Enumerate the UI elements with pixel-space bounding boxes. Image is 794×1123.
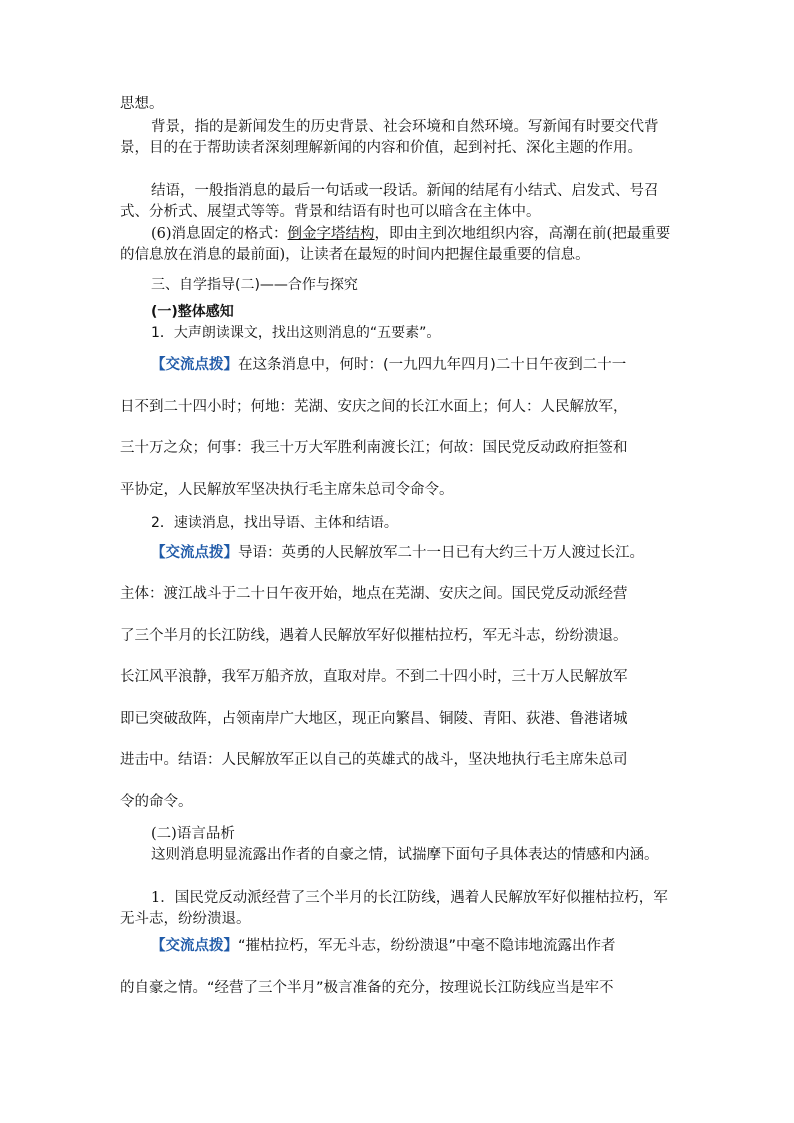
answer-1-line-1: 【交流点拨】在这条消息中，何时：(一九四九年四月)二十日午夜到二十一 bbox=[151, 357, 627, 373]
answer-2-line-7: 令的命令。 bbox=[120, 794, 193, 810]
question-3: 1．国民党反动派经营了三个半月的长江防线，遇着人民解放军好似摧枯拉朽，军无斗志，纷纷溃退。 bbox=[120, 890, 668, 927]
answer-2-line-1: 【交流点拨】导语：英勇的人民解放军二十一日已有大约三十万人渡过长江。 bbox=[151, 545, 644, 561]
answer-3-line-2: 的自豪之情。“经营了三个半月”极言准备的充分，按理说长江防线应当是牢不 bbox=[120, 980, 614, 996]
paragraph-format bbox=[120, 224, 680, 266]
paragraph-continuation: 思想。 bbox=[120, 96, 164, 112]
answer-2-line-6: 进击中。结语：人民解放军正以自己的英雄式的战斗，坚决地执行毛主席朱总司 bbox=[120, 752, 628, 768]
subsection-2-intro: 这则消息明显流露出作者的自豪之情，试揣摩下面句子具体表达的情感和内涵。 bbox=[151, 847, 659, 863]
paragraph-background: 背景，指的是新闻发生的历史背景、社会环境和自然环境。写新闻有时要交代背景，目的在于帮助读者深刻理解新闻的内容和价值，起到衬托、深化主题的作用。 bbox=[120, 119, 659, 156]
subsection-2-title: (二)语言品析 bbox=[151, 826, 235, 842]
answer-1-line-2: 日不到二十四小时；何地：芜湖、安庆之间的长江水面上；何人：人民解放军， bbox=[120, 399, 628, 415]
answer-2-line-4: 长江风平浪静，我军万船齐放，直取对岸。不到二十四小时，三十万人民解放军 bbox=[120, 669, 628, 685]
answer-2-line-3: 了三个半月的长江防线，遇着人民解放军好似摧枯拉朽，军无斗志，纷纷溃退。 bbox=[120, 628, 628, 644]
subsection-1-title: (一)整体感知 bbox=[151, 304, 234, 320]
question-1: 1．大声朗读课文，找出这则消息的“五要素”。 bbox=[151, 325, 441, 341]
format-prefix: (6)消息固定的格式： bbox=[151, 226, 288, 242]
question-2: 2．速读消息，找出导语、主体和结语。 bbox=[151, 515, 398, 531]
answer-2-line-5: 即已突破敌阵，占领南岸广大地区，现正向繁昌、铜陵、青阳、荻港、鲁港诸城 bbox=[120, 711, 628, 727]
answer-1-line-3: 三十万之众；何事：我三十万大军胜利南渡长江；何故：国民党反动政府拒签和 bbox=[120, 440, 628, 456]
inverted-pyramid-term: 倒金字塔结构 bbox=[287, 226, 375, 242]
format-suffix: ，即由主到次地组织内容，高潮在前(把最重要的信息放在消息的最前面)，让读者在最短的时间内把握住最重要的信息。 bbox=[120, 226, 671, 263]
section-3-title: 三、自学指导(二)——合作与探究 bbox=[151, 277, 358, 293]
exchange-tag: 【交流点拨】 bbox=[151, 357, 238, 373]
answer-2-line-2: 主体：渡江战斗于二十日午夜开始，地点在芜湖、安庆之间。国民党反动派经营 bbox=[120, 586, 628, 602]
exchange-tag: 【交流点拨】 bbox=[151, 938, 238, 954]
answer-3-line-1: 【交流点拨】“摧枯拉朽，军无斗志，纷纷溃退”中毫不隐讳地流露出作者 bbox=[151, 938, 616, 954]
paragraph-conclusion: 结语，一般指消息的最后一句话或一段话。新闻的结尾有小结式、启发式、号召式、分析式、展望式等等。背景和结语有时也可以暗含在主体中。 bbox=[120, 183, 659, 220]
exchange-tag: 【交流点拨】 bbox=[151, 545, 238, 561]
answer-1-line-4: 平协定，人民解放军坚决执行毛主席朱总司令命令。 bbox=[120, 482, 454, 498]
